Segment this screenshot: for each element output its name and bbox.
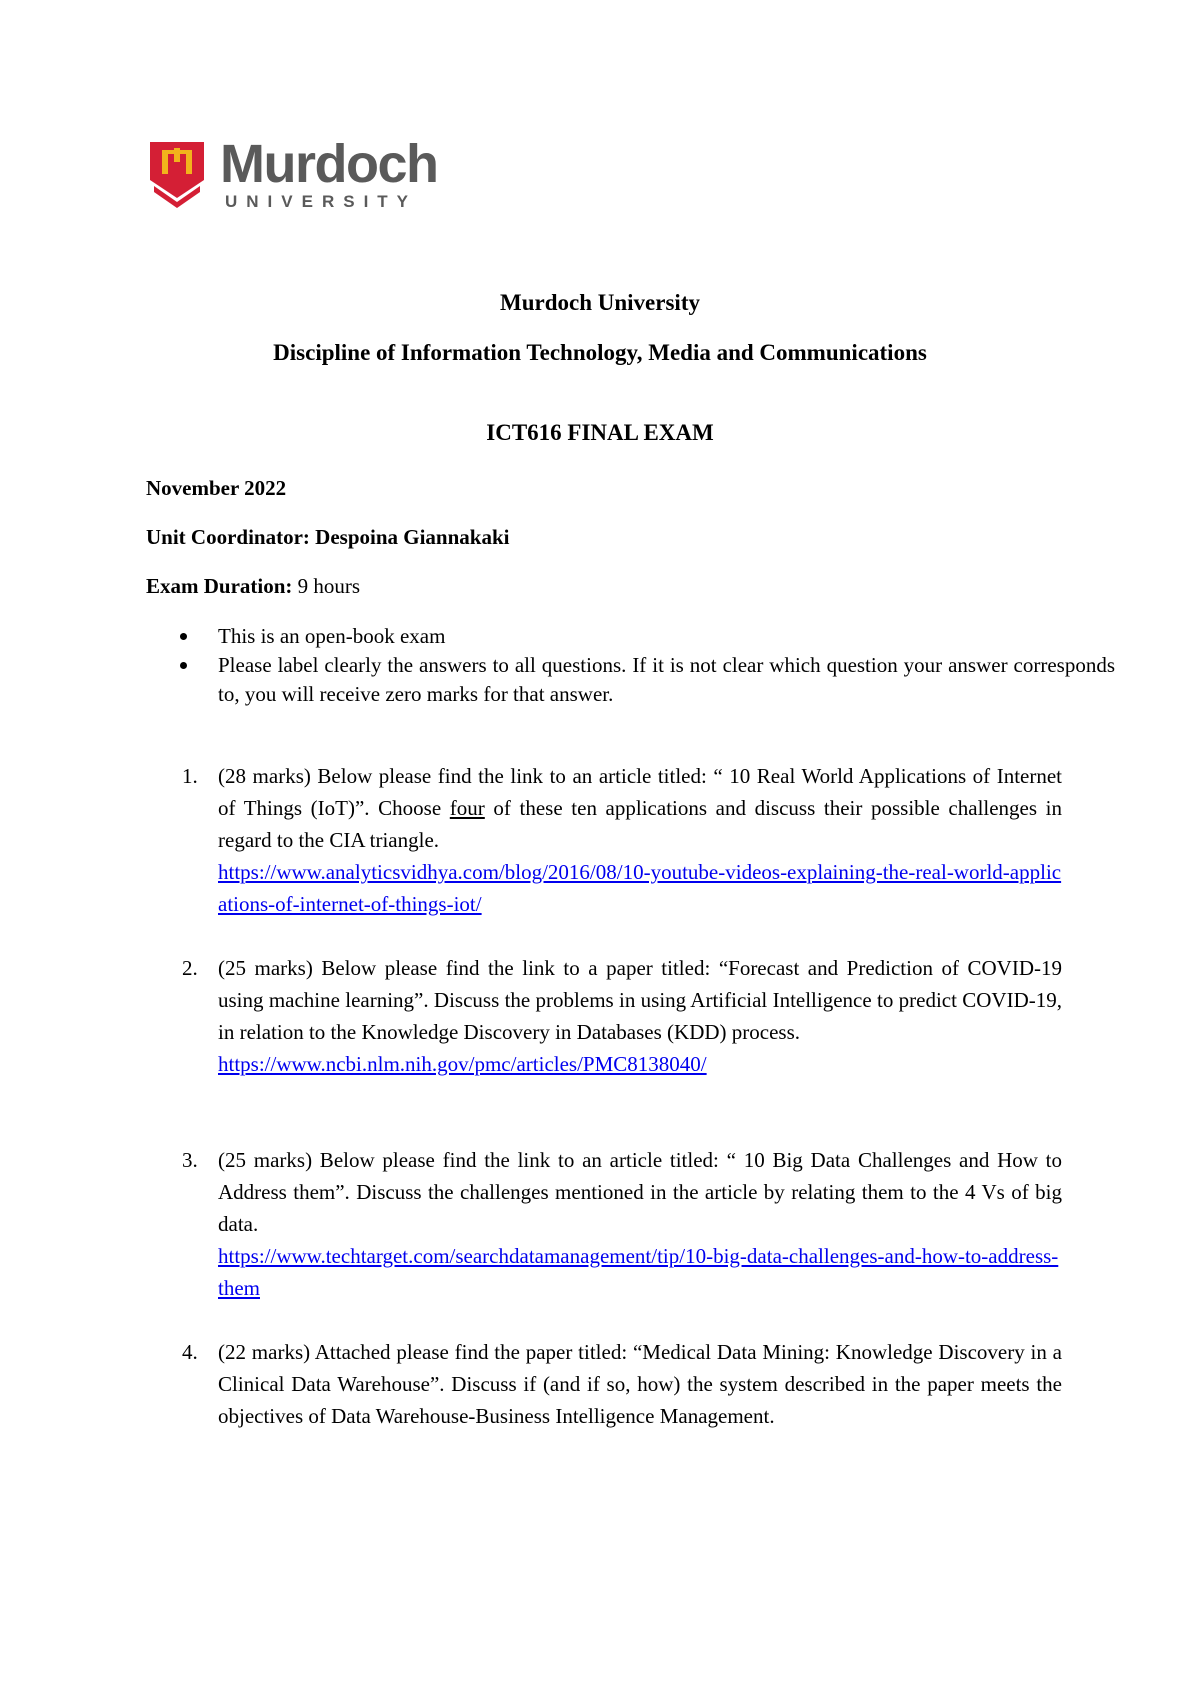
question-body: (22 marks) Attached please find the paper titled: “Medical Data Mining: Knowledge Discovery in a Clinical Data Warehouse”. Discuss if (and if so, how) the system described in the paper meets the objectives of Data Warehouse-Business Intelligence Management.: [218, 1340, 1062, 1428]
question-1: [182, 760, 1062, 920]
emphasis-four: four: [449, 796, 485, 820]
shield-icon: [148, 140, 206, 212]
question-2: [182, 952, 1062, 1080]
question-body: (25 marks) Below please find the link to a paper titled: “Forecast and Prediction of COVID-19 using machine learning”. Discuss the problems in using Artificial Intelligence to predict COVID-19, in relation to the Knowledge Discovery in Databases (KDD) process. https://www.ncbi.nlm.nih.gov/pmc/articles/PMC8138040/: [218, 956, 1062, 1076]
bullet-icon: [180, 633, 187, 640]
question-4: [182, 1336, 1062, 1432]
instructions-list: [180, 622, 1115, 709]
murdoch-logo: [148, 134, 438, 214]
logo-wordmark: Murdoch: [220, 134, 438, 194]
exam-duration: [146, 574, 360, 599]
duration-label: Exam Duration:: [146, 574, 293, 598]
question-1-link[interactable]: https://www.analyticsvidhya.com/blog/2016/08/10-youtube-videos-explaining-the-real-world-applications-of-internet-of-things-iot/: [218, 860, 1062, 916]
unit-coordinator: Unit Coordinator: Despoina Giannakaki: [146, 525, 510, 549]
question-number: 1.: [182, 764, 198, 788]
bullet-icon: [180, 662, 187, 669]
question-body: (25 marks) Below please find the link to an article titled: “ 10 Big Data Challenges and How to Address them”. Discuss the challenges mentioned in the article by relating them to the 4 Vs of big data. https://www.techtarget.com/searchdatamanagement/tip/10-big-data-challenges-and-how-to-address-them: [218, 1148, 1062, 1300]
instruction-item: Please label clearly the answers to all questions. If it is not clear which question your answer corresponds to, you will receive zero marks for that answer.: [180, 651, 1115, 709]
question-3: [182, 1144, 1062, 1304]
exam-title: ICT616 FINAL EXAM: [486, 420, 714, 445]
question-2-link[interactable]: https://www.ncbi.nlm.nih.gov/pmc/articles/PMC8138040/: [218, 1052, 707, 1076]
discipline-title: Discipline of Information Technology, Media and Communications: [273, 340, 927, 365]
question-body: (28 marks) Below please find the link to an article titled: “ 10 Real World Applications of Internet of Things (IoT)”. Choose four of these ten applications and discuss their possible challenges in regard to the CIA triangle. https://www.analyticsvidhya.com/blog/2016/08/10-youtube-videos-explaining-the-real-world-applications-of-internet-of-things-iot/: [218, 764, 1062, 916]
question-number: 2.: [182, 956, 198, 980]
question-number: 3.: [182, 1148, 198, 1172]
university-title: Murdoch University: [500, 290, 700, 315]
question-number: 4.: [182, 1340, 198, 1364]
question-3-link[interactable]: https://www.techtarget.com/searchdatamanagement/tip/10-big-data-challenges-and-how-to-address-them: [218, 1244, 1059, 1300]
duration-value: 9 hours: [297, 574, 361, 598]
logo-subtitle: UNIVERSITY: [225, 192, 418, 211]
instruction-item: This is an open-book exam: [180, 622, 1115, 651]
exam-date: November 2022: [146, 476, 287, 500]
